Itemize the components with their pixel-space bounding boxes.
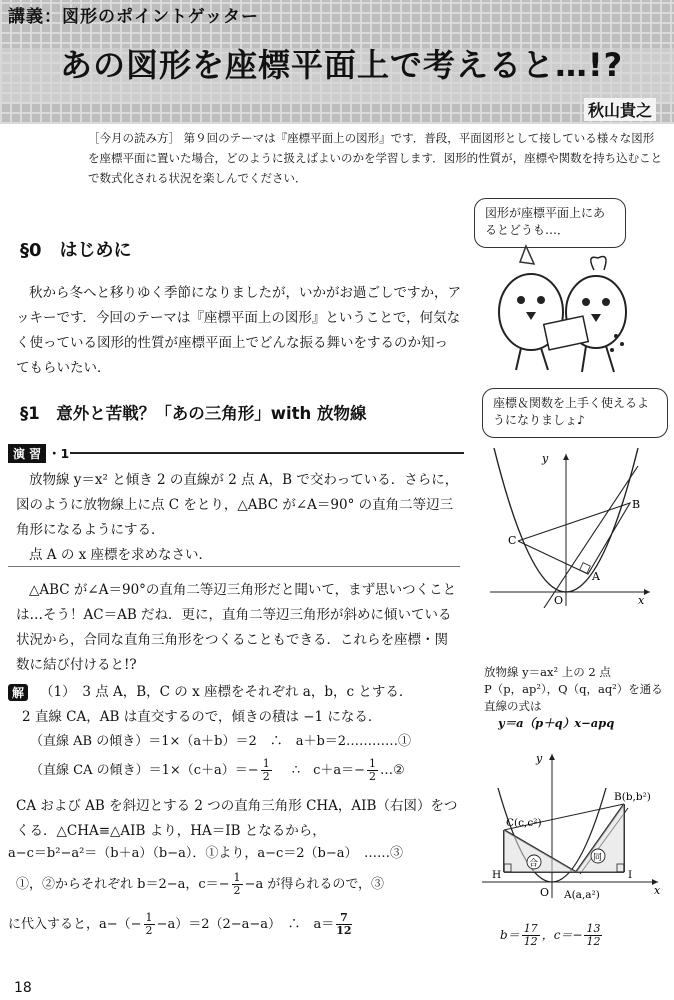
fig2-mark-dou: 同 — [593, 853, 603, 863]
eq4-frac: $\frac{1}{2}$ — [233, 871, 241, 897]
equation-4 — [16, 872, 466, 897]
eq4-start: ①，②からそれぞれ b＝2−a，c＝− — [16, 877, 230, 892]
exercise-number: ・1 — [48, 446, 70, 461]
intro-lead: ［今月の読み方］ — [88, 131, 180, 145]
equation-1: （直線 AB の傾き）＝1×（a＋b）＝2 ∴ a＋b＝2…………① — [30, 734, 412, 749]
section1-heading: §1 意外と苦戦？「あの三角形」with 放物線 — [20, 404, 367, 423]
eq5-start: に代入すると，a−（− — [8, 917, 142, 932]
note-line-3: 直線の式は — [484, 699, 542, 713]
figure2-graph — [478, 748, 668, 918]
note-line-2: P（p，ap²），Q（q，aq²）を通る — [484, 682, 663, 696]
exercise-text-1: 放物線 y＝x² と傾き 2 の直線が 2 点 A，B で交わっている．さらに，図のように放物線上に点 C をとり，△ABC が∠A＝90° の直角二等辺三角形になるようにする． — [16, 472, 459, 538]
eq2-left: （直線 CA の傾き）＝1×（c＋a）＝− — [30, 763, 259, 778]
note-formula: y＝a（p＋q）x−apq — [498, 716, 615, 730]
equation-2 — [30, 758, 470, 783]
fig1-label-a: A — [592, 570, 600, 583]
eq5-frac: $\frac{1}{2}$ — [145, 911, 153, 937]
speech-bubble-bottom: 座標＆関数を上手く使えるようになりましょ♪ — [482, 388, 668, 438]
solution-badge: 解 — [8, 684, 28, 701]
fig2-label-h: H — [492, 869, 502, 881]
body-paragraph-1: △ABC が∠A＝90°の直角二等辺三角形だと聞いて，まず思いつくことは…そう！AC＝AB だね．更に，直角二等辺三角形が斜めに傾いている状況から，合同な直角三角形をつくることもできる．これらを座標・関数に結び付けると!? — [16, 582, 457, 673]
result-c-label: ，c＝− — [541, 928, 583, 942]
speech-bubble-top: 図形が座標平面上にあるとどうも…． — [474, 198, 626, 248]
solution-line-2: 2 直線 CA，AB は直交するので，傾きの積は −1 になる． — [22, 709, 382, 725]
mascot-illustration — [486, 240, 656, 388]
equation-3: a−c＝b²−a²＝（b＋a）（b−a）．①より，a−c＝2（b−a） ……③ — [8, 846, 404, 861]
eq4-end: −a が得られるので，③ — [244, 877, 385, 892]
body-paragraph-2: CA および AB を斜辺とする 2 つの直角三角形 CHA，AIB（右図）をつくる．△CHA≡△AIB より，HA＝IB となるから， — [16, 798, 458, 839]
figure1-graph — [480, 448, 660, 608]
exercise-text-2: 点 A の x 座標を求めなさい． — [29, 547, 213, 563]
equation-5 — [8, 912, 464, 937]
fig1-label-b: B — [632, 498, 641, 511]
note-line-1: 放物線 y＝ax² 上の 2 点 — [484, 665, 611, 679]
fig2-label-o: O — [540, 886, 550, 899]
result-b-frac: $\frac{17}{12}$ — [523, 922, 538, 948]
author-name: 秋山貴之 — [584, 98, 656, 121]
page-title: あの図形を座標平面上で考えると…!? — [60, 46, 624, 84]
eq2-end: …② — [380, 763, 405, 778]
sidebar-note — [484, 664, 670, 732]
sidebar-result — [500, 920, 670, 950]
fig1-label-c: C — [508, 534, 517, 547]
series-label: 講義：図形のポイントゲッター — [8, 7, 259, 27]
exercise-rule — [70, 452, 464, 454]
solution-line-1: （1） 3 点 A，B，C の x 座標をそれぞれ a，b，c とする． — [40, 684, 413, 700]
section0-paragraph: 秋から冬へと移りゆく季節になりましたが，いかがお過ごしですか，アッキーです．今回のテーマは『座標平面上の図形』ということで，何気なく使っている図形的性質が座標平面上でどんな振る舞いをするのか知ってもらいたい． — [16, 285, 461, 376]
fig2-label-b: B(b,b²) — [614, 791, 651, 803]
fig1-label-x: x — [638, 594, 645, 607]
exercise-badge: 演 習 — [8, 444, 46, 463]
intro-text — [88, 128, 663, 188]
fig1-line-ab — [544, 466, 641, 608]
result-c-frac: $\frac{13}{12}$ — [586, 922, 601, 948]
fig1-label-y: y — [542, 452, 549, 465]
result-b-label: b＝ — [500, 928, 520, 942]
section0-heading: §0 はじめに — [20, 240, 132, 261]
eq2-mid: ∴ c＋a＝− — [291, 763, 366, 778]
page-number: 18 — [14, 980, 32, 996]
fig2-label-i: I — [628, 869, 633, 881]
fig2-label-a: A(a,a²) — [564, 889, 600, 901]
divider — [8, 566, 460, 567]
eq2-frac-2: $\frac{1}{2}$ — [369, 757, 377, 783]
fig2-label-y: y — [536, 752, 543, 765]
fig2-label-c: C(c,c²) — [506, 817, 542, 829]
eq5-mid: −a）＝2（2−a−a） ∴ a＝ — [156, 917, 335, 932]
intro-body: 第９回のテーマは『座標平面上の図形』です．普段，平面図形として接している様々な図形を座標平面に置いた場合，どのように扱えばよいのかを学習します．図形的性質が，座標や関数を持ち込むことで数式化される状況を楽しんでください． — [88, 131, 663, 185]
fig2-mark-gou: 合 — [529, 859, 539, 869]
fig1-label-o: O — [554, 594, 564, 607]
eq2-frac-1: $\frac{1}{2}$ — [262, 757, 270, 783]
answer-fraction: $\frac{7}{12}$ — [336, 911, 352, 937]
fig2-label-x: x — [654, 884, 661, 897]
